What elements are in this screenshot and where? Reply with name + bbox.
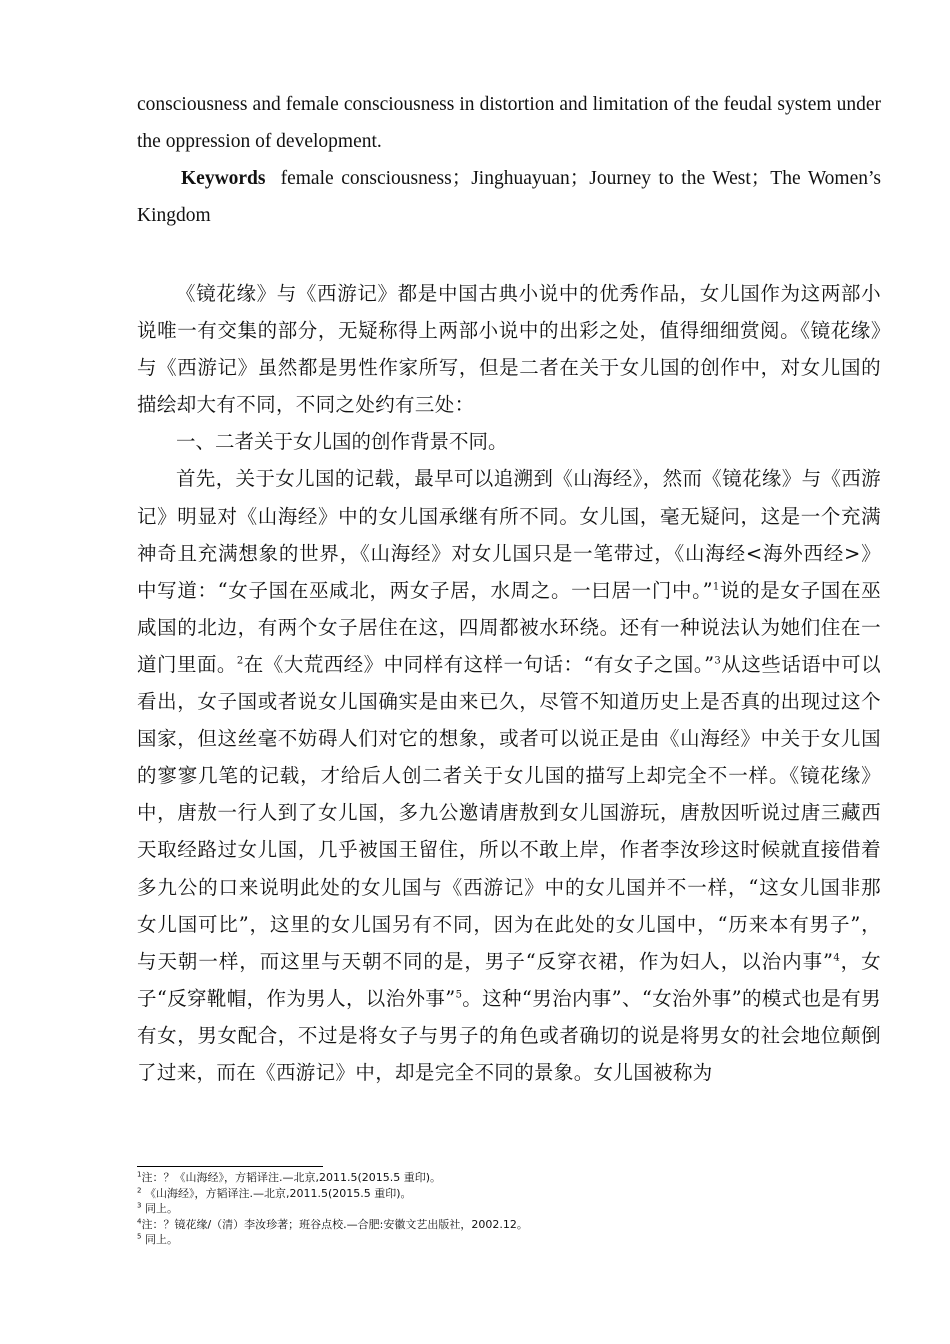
footnote-text: 《山海经》，方韬译注.—北京,2011.5(2015.5 重印)。: [144, 1186, 412, 1200]
keywords-text: female consciousness；Jinghuayuan；Journey to the West；The Women’s Kingdom: [137, 168, 881, 226]
intro-paragraph: 《镜花缘》与《西游记》都是中国古典小说中的优秀作品，女儿国作为这两部小说唯一有交集的部分，无疑称得上两部小说中的出彩之处，值得细细赏阅。《镜花缘》与《西游记》虽然都是男性作家所写，但是二者在关于女儿国的创作中，对女儿国的描绘却大有不同，不同之处约有三处：: [137, 282, 881, 417]
footnote-text: 注：？《山海经》，方韬译注.—北京,2011.5(2015.5 重印)。: [141, 1171, 442, 1184]
footnote-mark: 3: [137, 1201, 142, 1210]
footnote-mark: 5: [137, 1232, 142, 1241]
footnote-ref-1[interactable]: 1: [712, 581, 720, 593]
body-text-1: 首先，关于女儿国的记载，最早可以追溯到《山海经》，然而《镜花缘》与《西游记》明显对《山海经》中的女儿国承继有所不同。女儿国，毫无疑问，这是一个充满神奇且充满想象的世界，《山海经》对女儿国只是一笔带过，《山海经<海外西经>》中写道：“女子国在巫咸北，两女子居，水周之。一曰居一门中。”: [137, 467, 881, 602]
keywords-label: Keywords: [181, 168, 266, 189]
footnote-separator: [137, 1166, 323, 1167]
page-body: [137, 86, 881, 1091]
body-text-6: 。这种“男治内事”、“女治外事”的模式也是有男有女，男女配合，不过是将女子与男子的角色或者确切的说是将男女的社会地位颠倒了过来，而在《西游记》中，却是完全不同的景象。女儿国被称为: [137, 986, 881, 1084]
footnote-ref-2[interactable]: 2: [236, 655, 244, 667]
body-text-5: ，女子“反穿靴帽，作为男人，以治外事”: [137, 949, 881, 1010]
footnote-5: [137, 1232, 881, 1248]
footnote-ref-5[interactable]: 5: [455, 989, 463, 1001]
footnote-text: 注：？镜花缘/（清）李汝珍著；班谷点校.—合肥:安徽文艺出版社，2002.12。: [141, 1217, 528, 1231]
body-paragraph: [137, 460, 881, 1091]
abstract-tail: consciousness and female consciousness in distortion and limitation of the feudal system under the oppression of development.: [137, 94, 881, 152]
footnote-3: [137, 1201, 881, 1217]
footnote-mark: 1: [137, 1170, 142, 1179]
footnote-text: 同上。: [144, 1233, 178, 1247]
keywords-line: [137, 160, 881, 234]
footnote-2: [137, 1186, 881, 1202]
footnote-4: [137, 1217, 881, 1233]
section-gap: [137, 234, 881, 275]
footnote-ref-4[interactable]: 4: [833, 952, 841, 964]
footnote-text: 同上。: [144, 1202, 178, 1216]
body-text-4: 从这些话语中可以看出，女子国或者说女儿国确实是由来已久，尽管不知道历史上是否真的出现过这个国家，但这丝毫不妨碍人们对它的想象，或者可以说正是由《山海经》中关于女儿国的寥寥几笔的记载，才给后人创二者关于女儿国的描写上却完全不一样。《镜花缘》中，唐敖一行人到了女儿国，多九公邀请唐敖到女儿国游玩，唐敖因听说过唐三藏西天取经路过女儿国，几乎被国王留住，所以不敢上岸，作者李汝珍这时候就直接借着多九公的口来说明此处的女儿国与《西游记》中的女儿国并不一样，“这女儿国非那女儿国可比”，这里的女儿国另有不同，因为在此处的女儿国中，“历来本有男子”，与天朝一样，而这里与天朝不同的是，男子“反穿衣裙，作为妇人，以治内事”: [137, 652, 881, 973]
body-text-2: 说的是女子国在巫咸国的北边，有两个女子居住在这，四周都被水环绕。还有一种说法认为她们住在一道门里面。: [137, 578, 881, 676]
footnote-ref-3[interactable]: 3: [714, 655, 722, 667]
section-heading: 一、二者关于女儿国的创作背景不同。: [176, 430, 508, 454]
footnote-mark: 2: [137, 1185, 142, 1194]
footnotes: [137, 1170, 881, 1248]
footnote-mark: 4: [137, 1217, 142, 1226]
body-text-3: 在《大荒西经》中同样有这样一句话：“有女子之国。”: [243, 652, 715, 676]
footnote-1: [137, 1170, 881, 1186]
